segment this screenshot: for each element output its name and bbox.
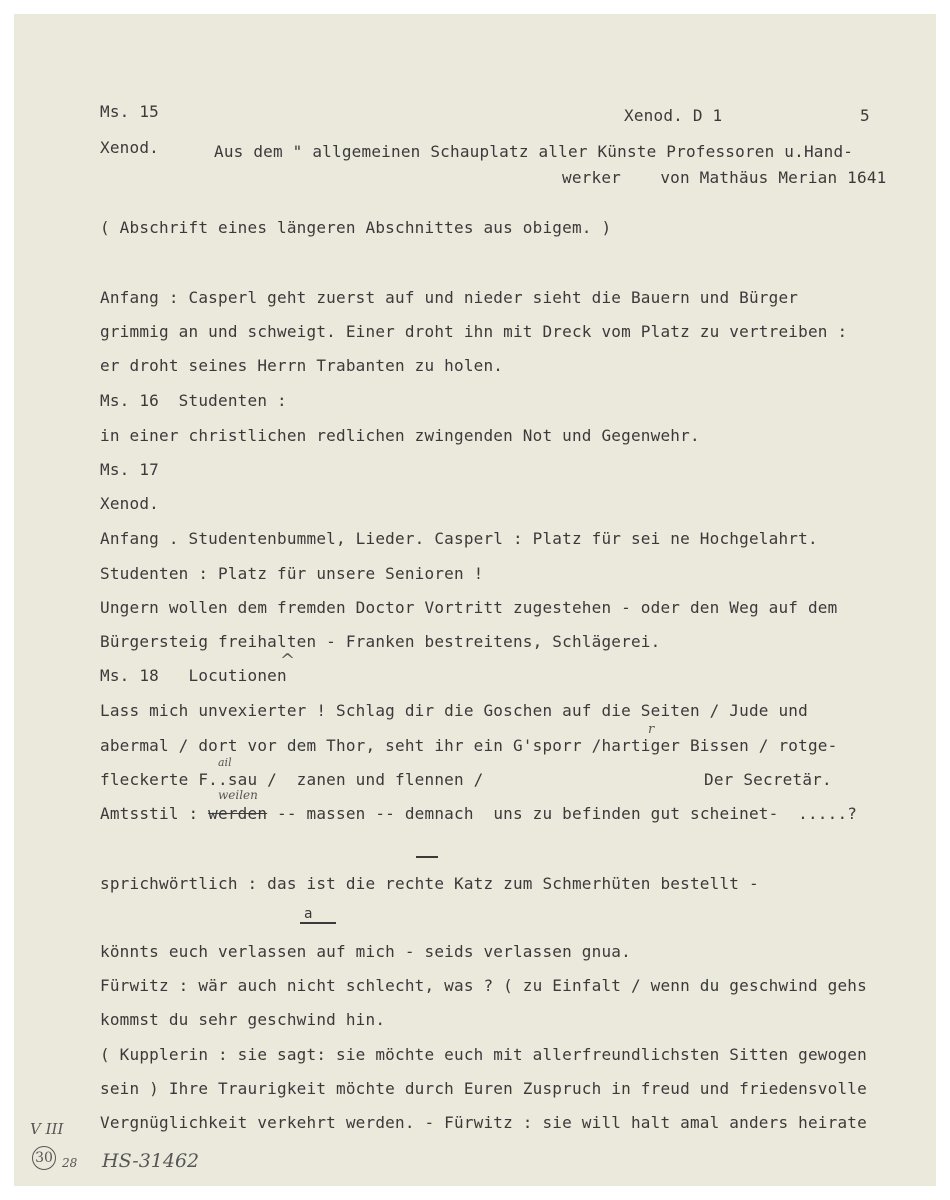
archival-small-number: 28 [62, 1156, 78, 1170]
archival-roman-numeral: V III [30, 1120, 64, 1138]
body-text: Amtsstil : [100, 804, 209, 823]
body-line: Studenten : Platz für unsere Senioren ! [100, 564, 484, 583]
body-line: er droht seines Herrn Trabanten zu holen. [100, 356, 504, 375]
document-page [14, 14, 936, 1186]
transcript-note: ( Abschrift eines längeren Abschnittes aus obigem. ) [100, 218, 612, 237]
header-ms-number: Ms. 15 [100, 102, 159, 121]
body-line: Lass mich unvexierter ! Schlag dir die Goschen auf die Seiten / Jude und [100, 701, 808, 720]
body-line: in einer christlichen redlichen zwingenden Not und Gegenwehr. [100, 426, 700, 445]
body-line [100, 804, 857, 824]
separator-rule [416, 856, 438, 858]
body-line: Anfang . Studentenbummel, Lieder. Casperl : Platz für sei ne Hochgelahrt. [100, 529, 818, 548]
title-line-2: werker von Mathäus Merian 1641 [562, 168, 887, 187]
struck-word: werden [208, 804, 268, 823]
body-line: ( Kupplerin : sie sagt: sie möchte euch mit allerfreundlichsten Sitten gewogen [100, 1045, 867, 1064]
body-line: Xenod. [100, 494, 159, 513]
body-line: könnts euch verlassen auf mich - seids verlassen gnua. [100, 942, 631, 961]
handwritten-correction: r [648, 722, 655, 737]
body-line: sprichwörtlich : das ist die rechte Katz zum Schmerhüten bestellt - [100, 874, 759, 893]
separator-rule [300, 922, 336, 924]
archival-shelfmark: HS-31462 [102, 1150, 200, 1172]
body-line: Ms. 17 [100, 460, 159, 479]
handwritten-correction: weilen [218, 788, 258, 802]
body-line: Ungern wollen dem fremden Doctor Vortritt zugestehen - oder den Weg auf dem [100, 598, 838, 617]
body-line: Ms. 16 Studenten : [100, 391, 287, 410]
body-line: fleckerte F..sau / zanen und flennen / [100, 770, 484, 789]
handwritten-correction: ail [218, 756, 232, 769]
body-line: Der Secretär. [704, 770, 832, 789]
header-xenod-ref: Xenod. D 1 [624, 106, 723, 125]
body-line: abermal / dort vor dem Thor, seht ihr ein G'sporr /hartiger Bissen / rotge- [100, 736, 838, 755]
title-label: Xenod. [100, 138, 159, 157]
title-line-1: Aus dem " allgemeinen Schauplatz aller Künste Professoren u.Hand- [214, 142, 854, 161]
page-number: 5 [860, 106, 870, 125]
letter-mark: a [304, 906, 313, 922]
body-line: Fürwitz : wär auch nicht schlecht, was ? ( zu Einfalt / wenn du geschwind gehs [100, 976, 867, 995]
body-text: -- massen -- demnach uns zu befinden gut scheinet- .....? [267, 804, 858, 823]
body-line: sein ) Ihre Traurigkeit möchte durch Euren Zuspruch in freud und friedensvolle [100, 1079, 867, 1098]
body-line: grimmig an und schweigt. Einer droht ihn mit Dreck vom Platz zu vertreiben : [100, 322, 848, 341]
body-line: Ms. 18 Locutionen [100, 666, 287, 685]
archival-circled-number: 30 [32, 1146, 56, 1170]
body-line: Anfang : Casperl geht zuerst auf und nieder sieht die Bauern und Bürger [100, 288, 799, 307]
insertion-caret: ^ [280, 650, 296, 671]
body-line: Vergnüglichkeit verkehrt werden. - Fürwitz : sie will halt amal anders heirate [100, 1113, 867, 1132]
body-line: Bürgersteig freihalten - Franken bestreitens, Schlägerei. [100, 632, 661, 651]
body-line: kommst du sehr geschwind hin. [100, 1010, 386, 1029]
